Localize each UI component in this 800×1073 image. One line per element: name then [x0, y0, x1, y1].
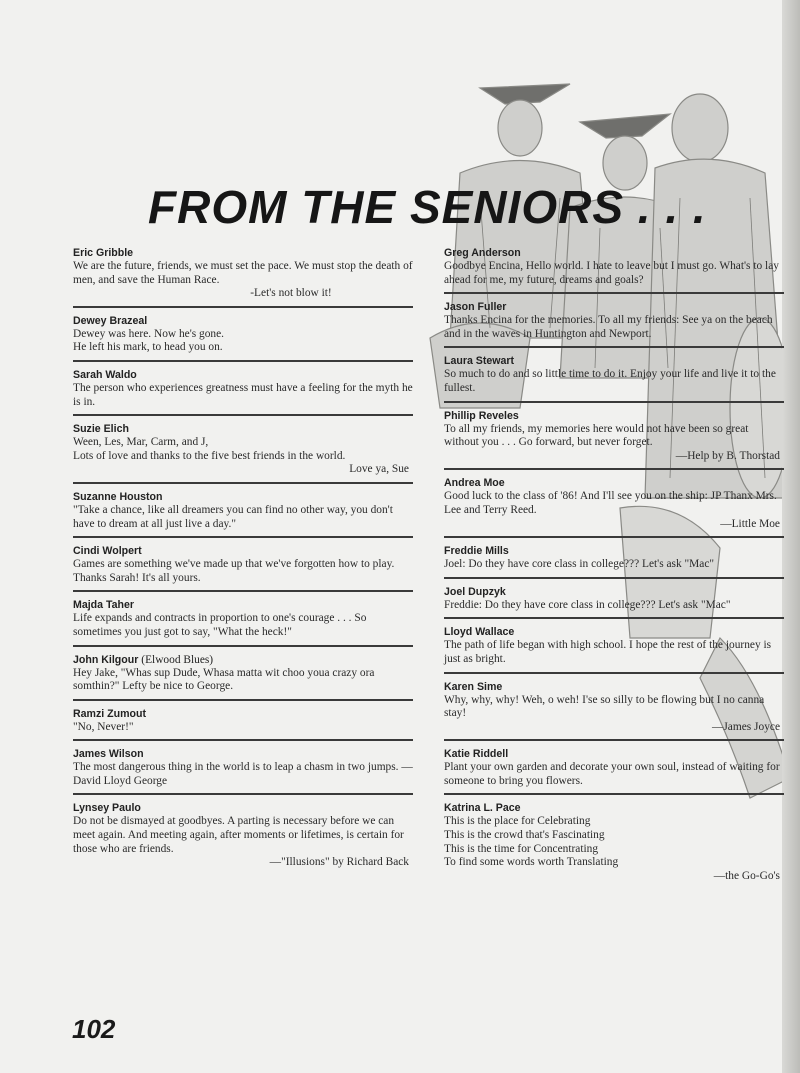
senior-entry	[444, 354, 784, 402]
senior-name-text: Sarah Waldo	[73, 368, 137, 381]
senior-entry	[73, 368, 413, 416]
senior-name-text: Freddie Mills	[444, 545, 509, 558]
right-column	[444, 246, 784, 894]
senior-signature: —the Go-Go's	[713, 869, 780, 882]
senior-signature: —"Illusions" by Richard Back	[269, 856, 409, 869]
senior-entry	[73, 801, 413, 874]
senior-name	[73, 747, 413, 761]
senior-name	[444, 544, 784, 558]
senior-entry	[73, 314, 413, 362]
left-column	[73, 246, 413, 881]
senior-name	[73, 246, 413, 260]
senior-entry	[444, 801, 784, 888]
senior-entry	[444, 680, 784, 742]
senior-message: Hey Jake, "Whas sup Dude, Whasa matta wit choo youa crazy ora somthin?" Lefty be nice to George.	[73, 666, 375, 693]
senior-message: Do not be dismayed at goodbyes. A parting is necessary before we can meet again. And meeting again, after moments or lifetimes, is certain for those who are friends.	[73, 815, 404, 855]
senior-entry	[444, 300, 784, 348]
senior-name-text: Joel Dupzyk	[444, 585, 506, 598]
senior-entry	[73, 653, 413, 701]
senior-name	[444, 801, 784, 815]
senior-name-text: Katie Riddell	[444, 748, 509, 761]
senior-name-text: Lloyd Wallace	[444, 626, 515, 639]
senior-entry	[444, 476, 784, 538]
senior-name-text: Cindi Wolpert	[73, 545, 142, 558]
senior-name-text: Lynsey Paulo	[73, 802, 141, 815]
senior-entry	[444, 246, 784, 294]
senior-name-text: Andrea Moe	[444, 477, 505, 490]
senior-entry	[444, 409, 784, 471]
senior-message: Freddie: Do they have core class in college??? Let's ask "Mac"	[444, 598, 731, 611]
senior-entry	[73, 747, 413, 795]
senior-name-text: Greg Anderson	[444, 247, 521, 259]
senior-name	[444, 625, 784, 639]
senior-entry	[444, 544, 784, 579]
senior-name-text: James Wilson	[73, 748, 144, 761]
senior-entry	[73, 490, 413, 538]
senior-name	[73, 490, 413, 504]
senior-name-text: Phillip Reveles	[444, 409, 519, 422]
senior-message: Good luck to the class of '86! And I'll see you on the ship: JP Thanx Mrs. Lee and Terry Reed.	[444, 490, 777, 516]
senior-message: The most dangerous thing in the world is to leap a chasm in two jumps. —David Lloyd George	[73, 761, 413, 787]
senior-signature: Love ya, Sue	[349, 463, 409, 476]
senior-name	[73, 801, 413, 815]
senior-name-text: Dewey Brazeal	[73, 314, 148, 327]
page-number: 102	[72, 1014, 116, 1044]
page-title: FROM THE SENIORS . . .	[148, 181, 707, 233]
senior-name	[444, 747, 784, 761]
senior-message: We are the future, friends, we must set the pace. We must stop the death of men, and save the Human Race.	[73, 260, 413, 286]
senior-entry	[444, 747, 784, 795]
senior-name	[73, 368, 413, 382]
senior-message: This is the place for Celebrating This is the crowd that's Fascinating This is the time for Concentrating To find some words worth Translating	[444, 815, 619, 869]
senior-signature: —Little Moe	[720, 517, 780, 530]
senior-message: "No, Never!"	[73, 720, 134, 733]
senior-name-text: John Kilgour	[73, 653, 139, 666]
senior-name	[444, 585, 784, 599]
senior-message: Joel: Do they have core class in college??? Let's ask "Mac"	[444, 558, 715, 571]
senior-message: Plant your own garden and decorate your own soul, instead of waiting for someone to bring you flowers.	[444, 761, 780, 787]
senior-message: Ween, Les, Mar, Carm, and J, Lots of love and thanks to the five best friends in the world.	[73, 436, 346, 462]
senior-entry	[444, 585, 784, 620]
senior-message: So much to do and so little time to do it. Enjoy your life and live it to the fullest.	[444, 368, 776, 394]
senior-message: Why, why, why! Weh, o weh! I'se so silly to be flowing but I no canna stay!	[444, 693, 765, 720]
senior-message: Life expands and contracts in proportion to one's courage . . . So sometimes you just got to say, "What the heck!"	[73, 612, 367, 638]
senior-name-text: Suzanne Houston	[73, 490, 163, 503]
senior-signature: —Help by B. Thorstad	[675, 449, 780, 462]
senior-entry	[73, 598, 413, 646]
senior-name	[73, 707, 413, 721]
senior-nickname: (Elwood Blues)	[141, 653, 214, 666]
senior-name	[444, 476, 784, 490]
senior-signature: -Let's not blow it!	[250, 287, 332, 300]
senior-name-text: Majda Taher	[73, 599, 135, 612]
senior-name-text: Laura Stewart	[444, 355, 515, 368]
senior-name-text: Jason Fuller	[444, 301, 507, 314]
senior-name-text: Suzie Elich	[73, 423, 129, 436]
senior-name	[444, 680, 784, 694]
senior-signature: —James Joyce	[711, 720, 780, 733]
senior-entry	[444, 625, 784, 673]
senior-entry	[73, 246, 413, 308]
senior-name-text: Eric Gribble	[73, 247, 134, 259]
senior-name	[73, 314, 413, 328]
senior-message: "Take a chance, like all dreamers you can find no other way, you don't have to dream at all just live a day."	[73, 503, 393, 530]
senior-name	[444, 300, 784, 314]
senior-message: Dewey was here. Now he's gone. He left his mark, to head you on.	[73, 327, 225, 354]
page-gutter-shadow	[782, 0, 800, 1073]
senior-entry	[73, 544, 413, 592]
senior-message: To all my friends, my memories here would not have been so great without you . . . Go forward, but never forget.	[444, 422, 749, 449]
senior-entry	[73, 707, 413, 742]
senior-message: The path of life began with high school. I hope the rest of the journey is just as bright.	[444, 639, 772, 665]
senior-message: Thanks Encina for the memories. To all my friends: See ya on the beach and in the waves in Huntington and Newport.	[444, 314, 773, 340]
senior-message: Goodbye Encina, Hello world. I hate to leave but I must go. What's to lay ahead for me, my future, dreams and goals?	[444, 260, 779, 286]
senior-name	[73, 598, 413, 612]
senior-name	[444, 409, 784, 423]
senior-message: Games are something we've made up that we've forgotten how to play. Thanks Sarah! It's all yours.	[73, 558, 395, 584]
senior-name	[444, 354, 784, 368]
senior-name-text: Ramzi Zumout	[73, 707, 146, 720]
senior-name-text: Karen Sime	[444, 680, 503, 693]
senior-message: The person who experiences greatness must have a feeling for the myth he is in.	[73, 381, 413, 408]
senior-name-text: Katrina L. Pace	[444, 802, 521, 815]
senior-name	[73, 653, 413, 667]
senior-name	[73, 544, 413, 558]
senior-entry	[73, 422, 413, 484]
senior-name	[73, 422, 413, 436]
senior-name	[444, 246, 784, 260]
